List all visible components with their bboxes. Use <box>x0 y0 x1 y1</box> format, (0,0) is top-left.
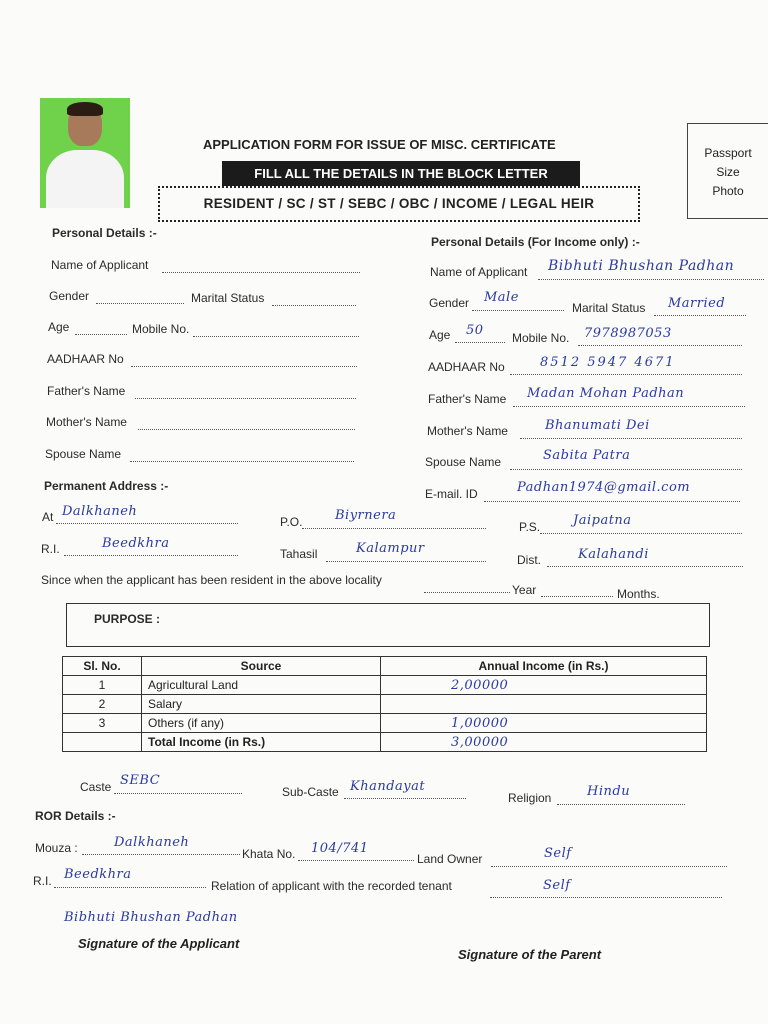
row-source: Others (if any) <box>142 714 381 733</box>
dist-field[interactable] <box>547 566 743 567</box>
income-father-field[interactable] <box>513 406 745 407</box>
at-value: Dalkhaneh <box>62 504 138 519</box>
row-amount[interactable]: 2,00000 <box>381 676 707 695</box>
po-label: P.O. <box>280 515 303 529</box>
relation-value: Self <box>543 878 571 893</box>
income-aadhaar-value: 8512 5947 4671 <box>540 355 676 370</box>
row-amount[interactable]: 3,00000 <box>381 733 707 752</box>
purpose-box[interactable] <box>66 603 710 647</box>
residence-months-field[interactable] <box>541 596 613 597</box>
row-sl: 3 <box>63 714 142 733</box>
marital-field[interactable] <box>272 305 356 306</box>
income-email-value: Padhan1974@gmail.com <box>517 480 691 495</box>
gender-field[interactable] <box>96 303 184 304</box>
subcaste-value: Khandayat <box>350 779 426 794</box>
income-name-label: Name of Applicant <box>430 265 528 279</box>
khata-value: 104/741 <box>311 841 369 856</box>
father-name-field[interactable] <box>135 398 356 399</box>
photo-hair <box>67 102 103 116</box>
income-aadhaar-label: AADHAAR No <box>428 360 505 374</box>
income-email-field[interactable] <box>484 501 740 502</box>
at-label: At <box>42 510 54 524</box>
passport-photo-line-1: Passport <box>704 146 752 160</box>
income-spouse-value: Sabita Patra <box>543 448 631 463</box>
caste-value: SEBC <box>120 773 161 788</box>
income-mother-field[interactable] <box>520 438 742 439</box>
col-sl-no: Sl. No. <box>63 657 142 676</box>
passport-photo-line-2: Size <box>716 165 740 179</box>
income-mobile-label: Mobile No. <box>512 331 570 345</box>
land-owner-label: Land Owner <box>417 852 483 866</box>
marital-label: Marital Status <box>191 291 265 305</box>
income-spouse-label: Spouse Name <box>425 455 502 469</box>
table-row <box>63 676 707 695</box>
col-source: Source <box>142 657 381 676</box>
permanent-address-heading: Permanent Address :- <box>44 479 169 493</box>
at-field[interactable] <box>56 523 238 524</box>
subcaste-field[interactable] <box>344 798 466 799</box>
land-owner-field[interactable] <box>491 866 727 867</box>
income-table <box>62 656 707 752</box>
dist-label: Dist. <box>517 553 541 567</box>
applicant-signature-label: Signature of the Applicant <box>78 936 240 951</box>
row-source: Agricultural Land <box>142 676 381 695</box>
income-gender-label: Gender <box>429 296 470 310</box>
po-field[interactable] <box>302 528 486 529</box>
applicant-signature: Bibhuti Bhushan Padhan <box>64 910 238 925</box>
income-mobile-field[interactable] <box>578 345 742 346</box>
age-label: Age <box>48 320 70 334</box>
row-amount[interactable] <box>381 695 707 714</box>
religion-label: Religion <box>508 791 552 805</box>
purpose-label: PURPOSE : <box>94 612 161 626</box>
age-field[interactable] <box>75 334 127 335</box>
income-marital-field[interactable] <box>654 315 746 316</box>
mother-name-label: Mother's Name <box>46 415 127 429</box>
income-mother-label: Mother's Name <box>427 424 508 438</box>
row-source: Salary <box>142 695 381 714</box>
income-father-value: Madan Mohan Padhan <box>527 386 685 401</box>
row-sl: 1 <box>63 676 142 695</box>
income-aadhaar-field[interactable] <box>510 374 742 375</box>
row-sl <box>63 733 142 752</box>
po-value: Biyrnera <box>335 508 397 523</box>
ri-value: Beedkhra <box>102 536 170 551</box>
mobile-field[interactable] <box>193 336 359 337</box>
months-label: Months. <box>617 587 660 601</box>
caste-field[interactable] <box>114 793 242 794</box>
income-name-field[interactable] <box>538 279 764 280</box>
tahasil-field[interactable] <box>326 561 486 562</box>
personal-details-heading: Personal Details :- <box>52 226 157 240</box>
mother-name-field[interactable] <box>138 429 355 430</box>
residence-year-field[interactable] <box>424 592 510 593</box>
col-annual-income: Annual Income (in Rs.) <box>381 657 707 676</box>
income-mother-value: Bhanumati Dei <box>545 418 650 433</box>
income-spouse-field[interactable] <box>510 469 742 470</box>
ps-label: P.S. <box>519 520 541 534</box>
income-age-field[interactable] <box>455 342 505 343</box>
row-amount[interactable]: 1,00000 <box>381 714 707 733</box>
table-row <box>63 695 707 714</box>
religion-field[interactable] <box>557 804 685 805</box>
religion-value: Hindu <box>587 784 631 799</box>
income-marital-value: Married <box>668 296 726 311</box>
spouse-name-field[interactable] <box>130 461 354 462</box>
caste-label: Caste <box>80 780 112 794</box>
certificate-categories: RESIDENT / SC / ST / SEBC / OBC / INCOME / LEGAL HEIR <box>158 186 640 222</box>
khata-field[interactable] <box>298 860 414 861</box>
table-row <box>63 714 707 733</box>
applicant-photo <box>40 98 130 208</box>
ri-label: R.I. <box>41 542 60 556</box>
spouse-name-label: Spouse Name <box>45 447 122 461</box>
income-age-label: Age <box>429 328 451 342</box>
income-gender-field[interactable] <box>472 310 564 311</box>
tahasil-label: Tahasil <box>280 547 318 561</box>
residence-since-text: Since when the applicant has been resident in the above locality <box>41 573 382 587</box>
income-gender-value: Male <box>484 290 519 305</box>
aadhaar-label: AADHAAR No <box>47 352 124 366</box>
income-age-value: 50 <box>466 323 484 338</box>
name-field[interactable] <box>162 272 360 273</box>
income-details-heading: Personal Details (For Income only) :- <box>431 235 640 249</box>
ri-field[interactable] <box>64 555 238 556</box>
mobile-label: Mobile No. <box>132 322 190 336</box>
ror-ri-label: R.I. <box>33 874 52 888</box>
ps-value: Jaipatna <box>573 513 632 528</box>
year-label: Year <box>512 583 537 597</box>
ror-ri-value: Beedkhra <box>64 867 132 882</box>
mouza-field[interactable] <box>82 854 240 855</box>
khata-label: Khata No. <box>242 847 296 861</box>
land-owner-value: Self <box>544 846 572 861</box>
relation-field[interactable] <box>490 897 722 898</box>
form-title: APPLICATION FORM FOR ISSUE OF MISC. CERTIFICATE <box>203 137 556 152</box>
passport-photo-line-3: Photo <box>712 184 744 198</box>
ror-ri-field[interactable] <box>54 887 206 888</box>
income-email-label: E-mail. ID <box>425 487 478 501</box>
income-table-header <box>63 657 707 676</box>
row-source: Total Income (in Rs.) <box>142 733 381 752</box>
mouza-label: Mouza : <box>35 841 78 855</box>
table-row-total <box>63 733 707 752</box>
gender-label: Gender <box>49 289 90 303</box>
mouza-value: Dalkhaneh <box>114 835 190 850</box>
income-father-label: Father's Name <box>428 392 507 406</box>
subcaste-label: Sub-Caste <box>282 785 339 799</box>
aadhaar-field[interactable] <box>131 366 357 367</box>
dist-value: Kalahandi <box>578 547 649 562</box>
name-label: Name of Applicant <box>51 258 149 272</box>
father-name-label: Father's Name <box>47 384 126 398</box>
tahasil-value: Kalampur <box>356 541 425 556</box>
relation-label: Relation of applicant with the recorded tenant <box>211 879 452 893</box>
ps-field[interactable] <box>540 533 742 534</box>
income-name-value: Bibhuti Bhushan Padhan <box>548 258 735 274</box>
row-sl: 2 <box>63 695 142 714</box>
income-marital-label: Marital Status <box>572 301 646 315</box>
photo-shirt <box>46 150 124 208</box>
income-mobile-value: 7978987053 <box>584 326 672 341</box>
passport-photo-box <box>687 123 768 219</box>
block-letter-banner: FILL ALL THE DETAILS IN THE BLOCK LETTER <box>222 161 580 186</box>
ror-heading: ROR Details :- <box>35 809 116 823</box>
parent-signature-label: Signature of the Parent <box>458 947 602 962</box>
